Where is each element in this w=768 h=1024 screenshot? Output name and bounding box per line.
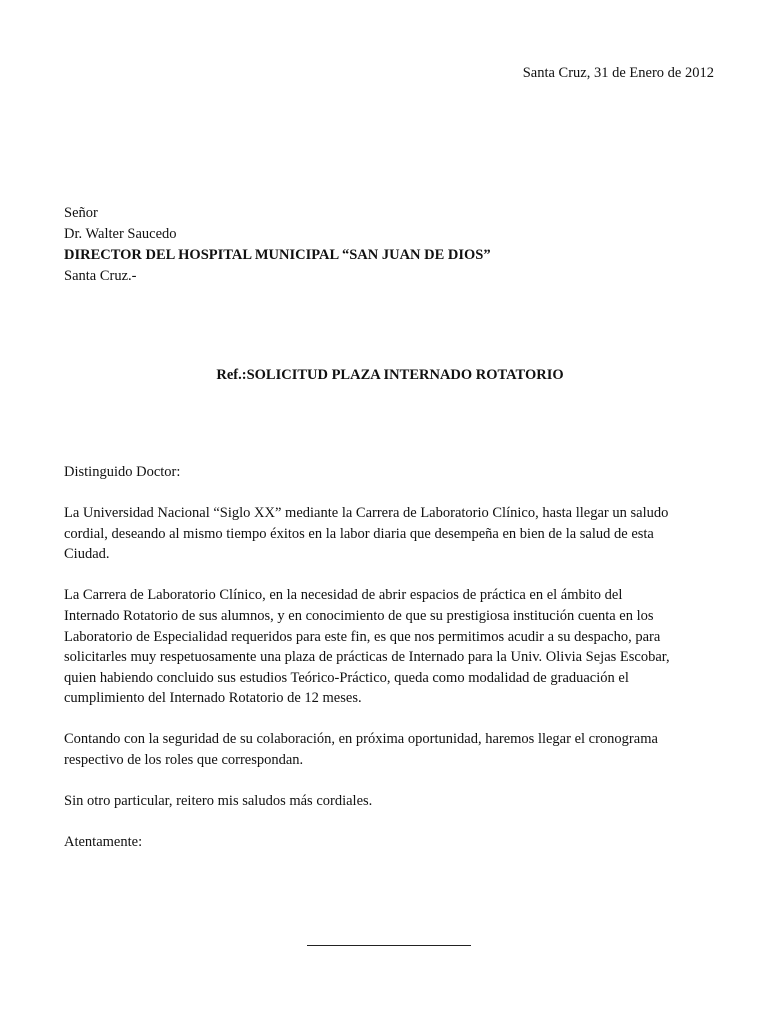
paragraph-4-line: Sin otro particular, reitero mis saludos más cordiales. [64, 793, 373, 809]
greeting: Distinguido Doctor: [64, 464, 181, 480]
paragraph-2-line: cumplimiento del Internado Rotatorio de 12 meses. [64, 690, 362, 706]
paragraph-1-line: Ciudad. [64, 546, 110, 562]
recipient-city: Santa Cruz.- [64, 268, 137, 284]
reference-line: Ref.:SOLICITUD PLAZA INTERNADO ROTATORIO [216, 367, 564, 383]
paragraph-2-line: quien habiendo concluido sus estudios Teórico-Práctico, queda como modalidad de graduación el [64, 670, 629, 686]
recipient-position: DIRECTOR DEL HOSPITAL MUNICIPAL “SAN JUAN DE DIOS” [64, 247, 491, 263]
paragraph-2-line: La Carrera de Laboratorio Clínico, en la necesidad de abrir espacios de práctica en el ámbito del [64, 587, 623, 603]
paragraph-2-line: solicitarles muy respetuosamente una plaza de prácticas de Internado para la Univ. Olivia Sejas Escobar, [64, 649, 670, 665]
paragraph-2-line: Laboratorio de Especialidad requeridos para este fin, es que nos permitimos acudir a su despacho, para [64, 629, 661, 645]
paragraph-1-line: La Universidad Nacional “Siglo XX” mediante la Carrera de Laboratorio Clínico, hasta llegar un saludo [64, 505, 669, 521]
paragraph-3-line: Contando con la seguridad de su colaboración, en próxima oportunidad, haremos llegar el cronograma [64, 731, 658, 747]
paragraph-3-line: respectivo de los roles que correspondan. [64, 752, 304, 768]
recipient-name: Dr. Walter Saucedo [64, 226, 177, 242]
signature-line [307, 945, 471, 946]
closing: Atentamente: [64, 834, 143, 850]
recipient-title: Señor [64, 205, 98, 221]
paragraph-2-line: Internado Rotatorio de sus alumnos, y en conocimiento de que su prestigiosa institución cuenta en los [64, 608, 654, 624]
paragraph-1-line: cordial, deseando al mismo tiempo éxitos en la labor diaria que desempeña en bien de la salud de esta [64, 526, 654, 542]
letter-date: Santa Cruz, 31 de Enero de 2012 [522, 65, 714, 81]
